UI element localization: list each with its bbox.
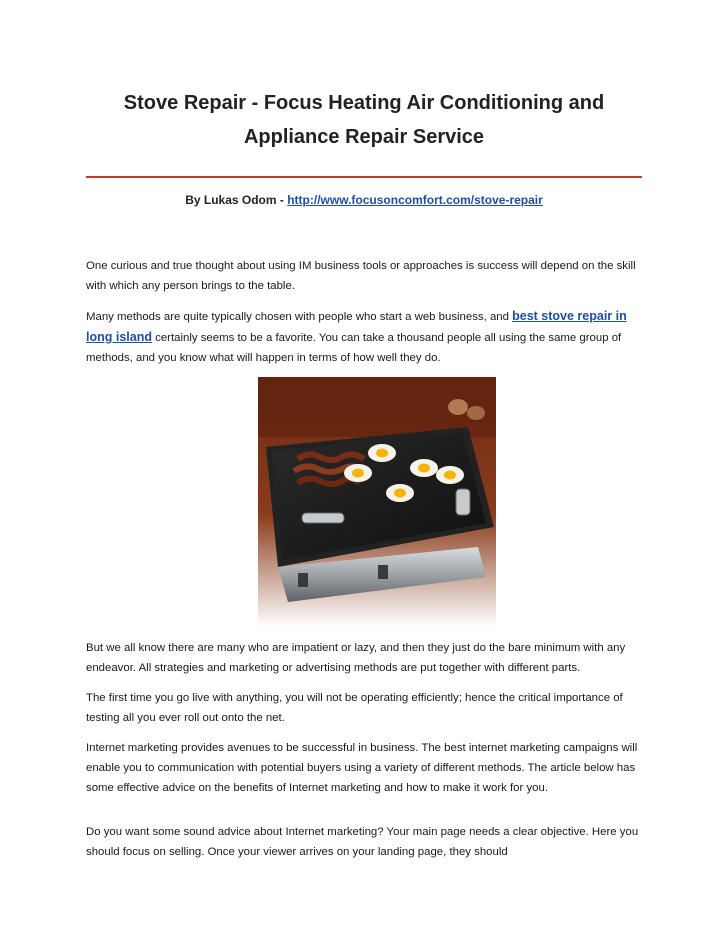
title-line-1: Stove Repair - Focus Heating Air Conditioning and (123, 92, 605, 114)
byline-author: By Lukas Odom - (185, 193, 288, 207)
paragraph-2-text-after: certainly seems to be a favorite. You can take a thousand people all using the same group of methods, and you know what will happen in terms of how well they do. (86, 332, 622, 364)
griddle-photo (258, 377, 496, 627)
paragraph-2 (86, 306, 646, 368)
paragraph-5: Internet marketing provides avenues to be successful in business. The best internet marketing campaigns will enable you to communication with potential buyers using a variety of different methods. The article below has some effective advice on the benefits of Internet marketing and how to make it work for you. (86, 742, 638, 794)
byline-link[interactable]: http://www.focusoncomfort.com/stove-repair (287, 193, 543, 207)
stove-repair-link[interactable]: best stove repair in long island (86, 309, 627, 344)
paragraph-4: The first time you go live with anything, you will not be operating efficiently; hence the critical importance of testing all you ever roll out onto the net. (86, 692, 623, 724)
paragraph-1: One curious and true thought about using IM business tools or approaches is success will depend on the skill with which any person brings to the table. (86, 260, 636, 292)
paragraph-3: But we all know there are many who are impatient or lazy, and then they just do the bare minimum with any endeavor. All strategies and marketing or advertising methods are put together with different parts. (86, 642, 626, 674)
title-divider (86, 176, 642, 178)
document-title (86, 86, 642, 154)
paragraph-2-text-before: Many methods are quite typically chosen with people who start a web business, and (86, 311, 513, 323)
byline (86, 193, 642, 207)
title-line-2: Appliance Repair Service (243, 126, 485, 148)
paragraph-6: Do you want some sound advice about Internet marketing? Your main page needs a clear objective. Here you should focus on selling. Once your viewer arrives on your landing page, they should (86, 826, 639, 858)
